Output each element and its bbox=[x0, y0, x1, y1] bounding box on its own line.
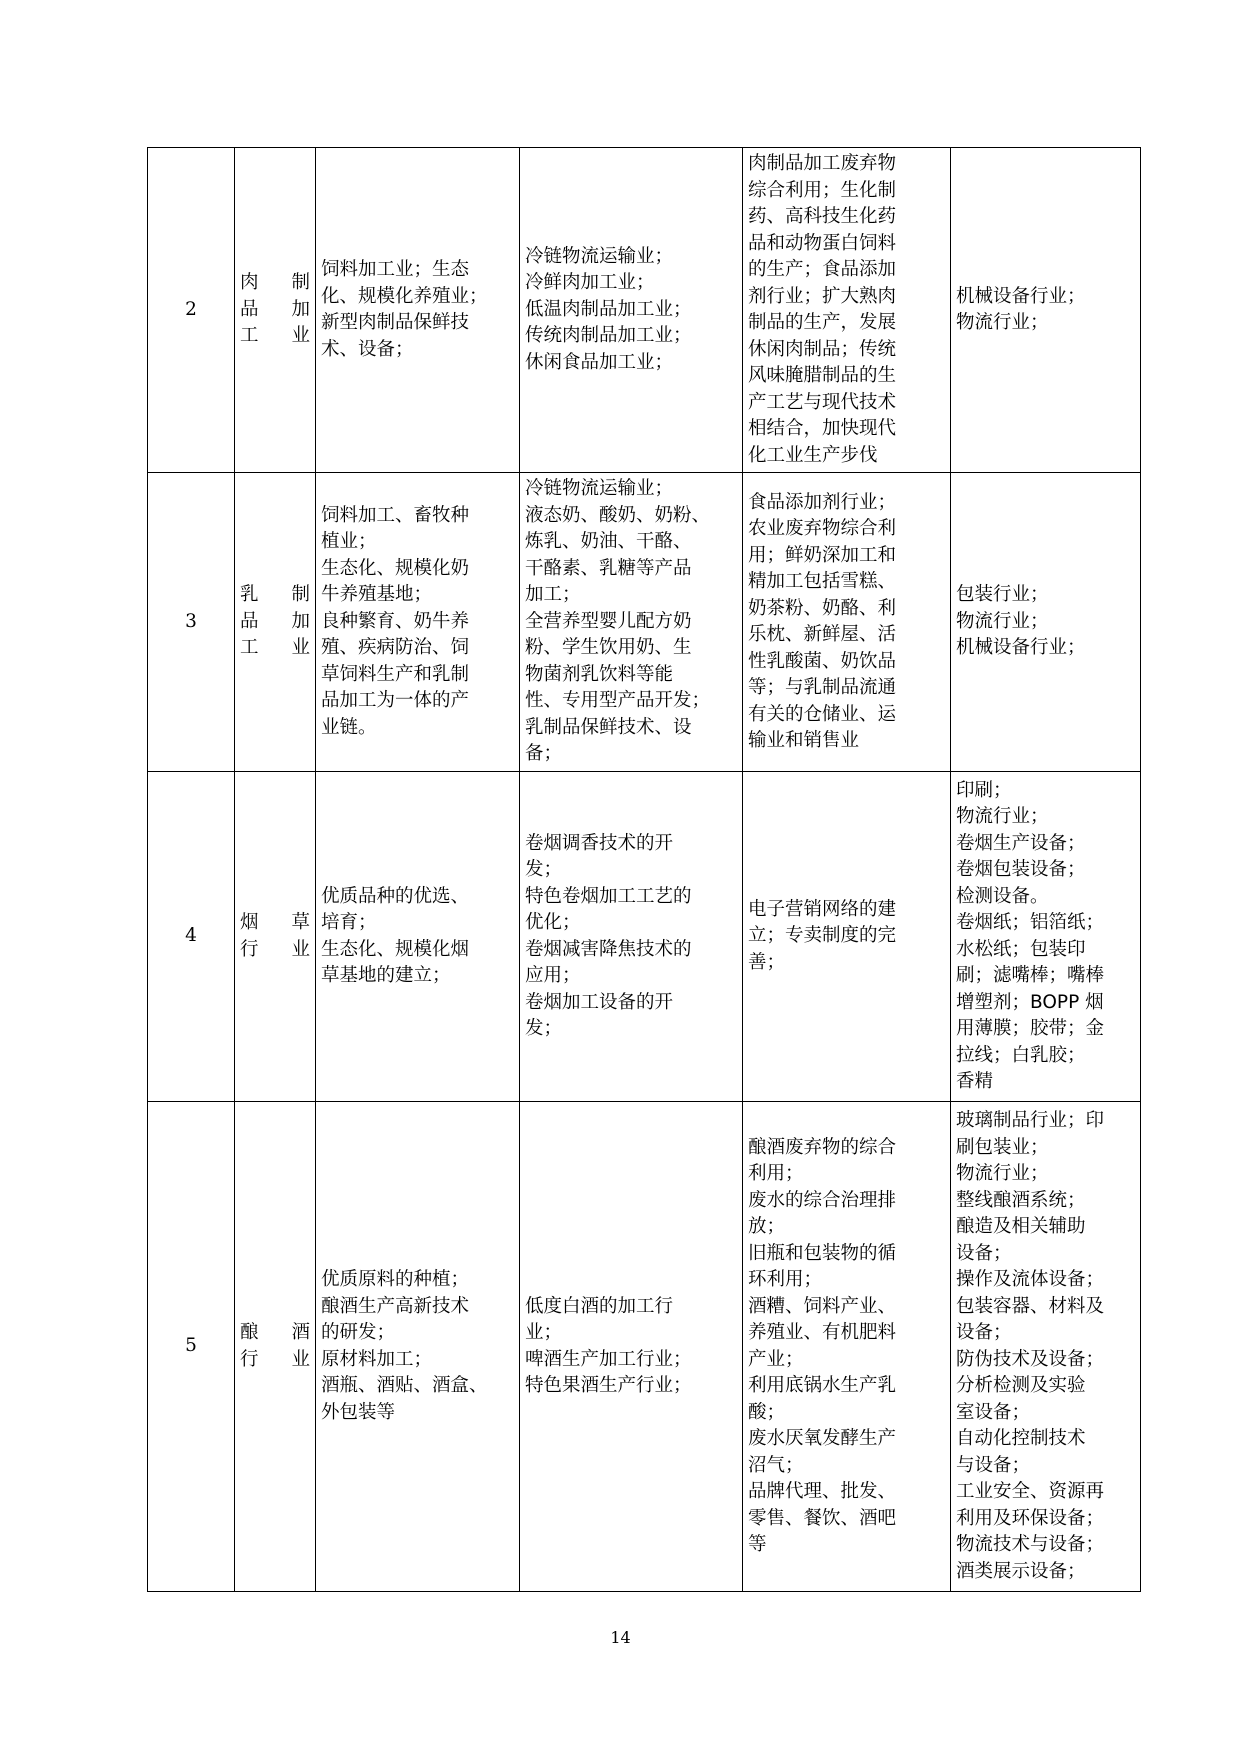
industry-name-cell bbox=[235, 772, 316, 1102]
processing-industries-line: 冷链物流运输业； bbox=[525, 478, 674, 500]
upstream-industries-line: 术、设备； bbox=[321, 338, 414, 360]
supporting-industries-line: 操作及流体设备； bbox=[956, 1269, 1105, 1290]
industry-name-cell bbox=[235, 473, 316, 772]
upstream-industries-line: 的研发； bbox=[321, 1322, 396, 1343]
downstream-industries-line: 综合利用；生化制 bbox=[748, 179, 897, 201]
supporting-industries-line: 卷烟生产设备； bbox=[956, 832, 1086, 854]
downstream-industries-line: 立；专卖制度的完 bbox=[748, 925, 897, 947]
processing-industries-line: 卷烟调香技术的开 bbox=[525, 832, 674, 854]
processing-industries-line: 冷链物流运输业； bbox=[525, 245, 674, 267]
downstream-industries-line: 善； bbox=[748, 951, 786, 973]
processing-industries-line: 液态奶、酸奶、奶粉、 bbox=[525, 504, 711, 526]
downstream-industries-line: 输业和销售业 bbox=[748, 730, 860, 751]
downstream-industries-line: 放； bbox=[748, 1216, 786, 1237]
downstream-industries-line: 用；鲜奶深加工和 bbox=[748, 544, 897, 566]
downstream-industries-line: 电子营销网络的建 bbox=[748, 898, 897, 920]
supporting-industries-line: 刷包装业； bbox=[956, 1136, 1049, 1158]
downstream-industries-line: 利用底锅水生产乳 bbox=[748, 1375, 897, 1396]
supporting-industries-line: 增塑剂；BOPP 烟 bbox=[956, 991, 1104, 1013]
downstream-industries-line: 旧瓶和包装物的循 bbox=[748, 1242, 897, 1264]
supporting-industries-line: 卷烟包装设备； bbox=[956, 859, 1086, 880]
supporting-industries-line: 卷烟纸；铝箔纸； bbox=[956, 912, 1105, 933]
downstream-industries-line: 等；与乳制品流通 bbox=[748, 677, 897, 698]
processing-industries-line: 乳制品保鲜技术、设 bbox=[525, 716, 692, 738]
supporting-industries-cell bbox=[951, 772, 1141, 1102]
supporting-industries-line: 与设备； bbox=[956, 1454, 1031, 1476]
downstream-industries-line: 酸； bbox=[748, 1401, 786, 1423]
processing-industries-line: 优化； bbox=[525, 912, 581, 933]
table-row bbox=[148, 148, 1141, 473]
processing-industries-cell bbox=[520, 148, 743, 473]
downstream-industries-line: 等 bbox=[748, 1534, 767, 1555]
downstream-industries-line: 相结合，加快现代 bbox=[748, 418, 897, 439]
supporting-industries-line: 室设备； bbox=[956, 1401, 1031, 1423]
downstream-industries-line: 风味腌腊制品的生 bbox=[748, 365, 897, 386]
downstream-industries-cell bbox=[743, 473, 951, 772]
row-number-cell: 2 bbox=[148, 148, 235, 473]
downstream-industries-line: 食品添加剂行业； bbox=[748, 491, 897, 513]
upstream-industries-cell bbox=[316, 1102, 520, 1592]
downstream-industries-line: 废水厌氧发酵生产 bbox=[748, 1428, 897, 1449]
supporting-industries-line: 酒类展示设备； bbox=[956, 1560, 1086, 1582]
industry-name-cell bbox=[235, 148, 316, 473]
upstream-industries-line: 培育； bbox=[321, 912, 377, 933]
upstream-industries-line: 优质品种的优选、 bbox=[321, 885, 470, 907]
processing-industries-line: 炼乳、奶油、干酪、 bbox=[525, 531, 692, 553]
processing-industries-line: 卷烟加工设备的开 bbox=[525, 991, 674, 1013]
supporting-industries-line: 整线酿酒系统； bbox=[956, 1189, 1086, 1211]
supporting-industries-line: 检测设备。 bbox=[956, 885, 1049, 907]
supporting-industries-line: 机械设备行业； bbox=[956, 285, 1086, 307]
downstream-industries-line: 产工艺与现代技术 bbox=[748, 391, 897, 413]
supporting-industries-line: 印刷； bbox=[956, 779, 1012, 801]
downstream-industries-line: 酒糟、饲料产业、 bbox=[748, 1295, 897, 1317]
supporting-industries-line: 酿造及相关辅助 bbox=[956, 1216, 1086, 1237]
upstream-industries-line: 业链。 bbox=[321, 716, 377, 738]
processing-industries-line: 加工； bbox=[525, 584, 581, 606]
downstream-industries-line: 奶茶粉、奶酪、利 bbox=[748, 597, 897, 619]
processing-industries-line: 啤酒生产加工行业； bbox=[525, 1348, 692, 1370]
table-row bbox=[148, 1102, 1141, 1592]
row-number-cell: 4 bbox=[148, 772, 235, 1102]
downstream-industries-line: 制品的生产，发展 bbox=[748, 312, 897, 333]
processing-industries-line: 传统肉制品加工业； bbox=[525, 325, 692, 347]
supporting-industries-line: 水松纸；包装印 bbox=[956, 938, 1086, 960]
processing-industries-line: 物菌剂乳饮料等能 bbox=[525, 663, 674, 685]
downstream-industries-line: 精加工包括雪糕、 bbox=[748, 571, 897, 592]
upstream-industries-line: 草基地的建立； bbox=[321, 965, 451, 986]
processing-industries-line: 性、专用型产品开发； bbox=[525, 690, 711, 712]
supporting-industries-line: 自动化控制技术 bbox=[956, 1428, 1086, 1449]
downstream-industries-line: 剂行业；扩大熟肉 bbox=[748, 285, 897, 307]
supporting-industries-line: 拉线；白乳胶； bbox=[956, 1044, 1086, 1066]
processing-industries-cell bbox=[520, 473, 743, 772]
supporting-industries-line: 物流行业； bbox=[956, 1163, 1049, 1184]
upstream-industries-line: 外包装等 bbox=[321, 1401, 396, 1423]
upstream-industries-line: 生态化、规模化奶 bbox=[321, 557, 470, 579]
industry-name-line: 行业 bbox=[240, 1348, 310, 1370]
downstream-industries-cell bbox=[743, 772, 951, 1102]
supporting-industries-line: 用薄膜；胶带；金 bbox=[956, 1018, 1105, 1039]
supporting-industries-line: 玻璃制品行业；印 bbox=[956, 1110, 1105, 1131]
page-number: 14 bbox=[610, 1628, 631, 1647]
industry-name-line: 品 加 bbox=[240, 610, 310, 632]
upstream-industries-line: 良种繁育、奶牛养 bbox=[321, 610, 470, 632]
downstream-industries-line: 品和动物蛋白饲料 bbox=[748, 232, 897, 254]
supporting-industries-line: 分析检测及实验 bbox=[956, 1375, 1086, 1396]
downstream-industries-line: 药、高科技生化药 bbox=[748, 206, 897, 227]
row-number-cell: 5 bbox=[148, 1102, 235, 1592]
processing-industries-line: 低温肉制品加工业； bbox=[525, 298, 692, 320]
downstream-industries-line: 化工业生产步伐 bbox=[748, 444, 878, 466]
industry-name-line: 烟 草 bbox=[240, 912, 310, 933]
upstream-industries-cell bbox=[316, 772, 520, 1102]
downstream-industries-line: 废水的综合治理排 bbox=[748, 1189, 897, 1211]
industry-name-line: 酿 酒 bbox=[240, 1322, 310, 1343]
processing-industries-line: 特色卷烟加工工艺的 bbox=[525, 885, 692, 907]
industry-name-line: 工业 bbox=[240, 637, 310, 659]
supporting-industries-line: 利用及环保设备； bbox=[956, 1507, 1105, 1529]
processing-industries-line: 发； bbox=[525, 859, 563, 880]
industry-name-line: 品 加 bbox=[240, 298, 310, 320]
upstream-industries-cell bbox=[316, 148, 520, 473]
supporting-industries-line: 物流行业； bbox=[956, 312, 1049, 333]
supporting-industries-line: 物流技术与设备； bbox=[956, 1534, 1105, 1555]
downstream-industries-line: 产业； bbox=[748, 1348, 804, 1370]
processing-industries-cell bbox=[520, 1102, 743, 1592]
supporting-industries-cell bbox=[951, 1102, 1141, 1592]
industry-name-line: 行业 bbox=[240, 938, 310, 960]
downstream-industries-line: 环利用； bbox=[748, 1269, 823, 1290]
industry-name-line: 工业 bbox=[240, 325, 310, 347]
processing-industries-line: 发； bbox=[525, 1018, 563, 1039]
upstream-industries-line: 牛养殖基地； bbox=[321, 584, 433, 606]
processing-industries-cell bbox=[520, 772, 743, 1102]
upstream-industries-line: 酿酒生产高新技术 bbox=[321, 1295, 470, 1317]
downstream-industries-cell bbox=[743, 1102, 951, 1592]
processing-industries-line: 卷烟减害降焦技术的 bbox=[525, 938, 692, 960]
supporting-industries-line: 设备； bbox=[956, 1322, 1012, 1343]
processing-industries-line: 休闲食品加工业； bbox=[525, 351, 674, 373]
upstream-industries-line: 优质原料的种植； bbox=[321, 1269, 470, 1290]
downstream-industries-line: 利用； bbox=[748, 1163, 804, 1184]
downstream-industries-line: 性乳酸菌、奶饮品 bbox=[748, 650, 897, 672]
downstream-industries-line: 休闲肉制品；传统 bbox=[748, 338, 897, 360]
processing-industries-line: 全营养型婴儿配方奶 bbox=[525, 610, 692, 632]
table-body bbox=[148, 148, 1141, 1592]
supporting-industries-line: 防伪技术及设备； bbox=[956, 1348, 1105, 1370]
processing-industries-line: 特色果酒生产行业； bbox=[525, 1375, 692, 1396]
supporting-industries-line: 物流行业； bbox=[956, 610, 1049, 632]
upstream-industries-line: 品加工为一体的产 bbox=[321, 690, 470, 712]
supporting-industries-line: 机械设备行业； bbox=[956, 637, 1086, 659]
downstream-industries-line: 沼气； bbox=[748, 1454, 804, 1476]
upstream-industries-line: 植业； bbox=[321, 531, 377, 553]
downstream-industries-line: 农业废弃物综合利 bbox=[748, 518, 897, 539]
industry-chain-table bbox=[147, 147, 1141, 1592]
upstream-industries-line: 殖、疾病防治、饲 bbox=[321, 637, 470, 659]
supporting-industries-line: 物流行业； bbox=[956, 806, 1049, 827]
table-row bbox=[148, 473, 1141, 772]
downstream-industries-line: 肉制品加工废弃物 bbox=[748, 153, 897, 174]
supporting-industries-line: 刷；滤嘴棒；嘴棒 bbox=[956, 965, 1105, 986]
processing-industries-line: 冷鲜肉加工业； bbox=[525, 272, 655, 294]
supporting-industries-line: 包装容器、材料及 bbox=[956, 1295, 1105, 1317]
upstream-industries-line: 原材料加工； bbox=[321, 1348, 433, 1370]
upstream-industries-line: 新型肉制品保鲜技 bbox=[321, 312, 470, 333]
supporting-industries-line: 包装行业； bbox=[956, 584, 1049, 606]
supporting-industries-line: 香精 bbox=[956, 1071, 994, 1092]
industry-name-line: 乳 制 bbox=[240, 584, 310, 606]
upstream-industries-line: 生态化、规模化烟 bbox=[321, 938, 470, 960]
downstream-industries-cell bbox=[743, 148, 951, 473]
processing-industries-line: 业； bbox=[525, 1322, 563, 1343]
downstream-industries-line: 酿酒废弃物的综合 bbox=[748, 1136, 897, 1158]
downstream-industries-line: 品牌代理、批发、 bbox=[748, 1481, 897, 1502]
industry-name-cell bbox=[235, 1102, 316, 1592]
downstream-industries-line: 零售、餐饮、酒吧 bbox=[748, 1507, 897, 1529]
upstream-industries-cell bbox=[316, 473, 520, 772]
upstream-industries-line: 酒瓶、酒贴、酒盒、 bbox=[321, 1375, 488, 1396]
supporting-industries-cell bbox=[951, 473, 1141, 772]
processing-industries-line: 粉、学生饮用奶、生 bbox=[525, 637, 692, 659]
industry-name-line: 肉 制 bbox=[240, 272, 310, 294]
downstream-industries-line: 有关的仓储业、运 bbox=[748, 703, 897, 725]
processing-industries-line: 干酪素、乳糖等产品 bbox=[525, 557, 692, 579]
upstream-industries-line: 草饲料生产和乳制 bbox=[321, 663, 470, 685]
processing-industries-line: 低度白酒的加工行 bbox=[525, 1295, 674, 1317]
downstream-industries-line: 养殖业、有机肥料 bbox=[748, 1322, 897, 1343]
processing-industries-line: 应用； bbox=[525, 965, 581, 986]
processing-industries-line: 备； bbox=[525, 743, 563, 765]
supporting-industries-cell bbox=[951, 148, 1141, 473]
downstream-industries-line: 乐枕、新鲜屋、活 bbox=[748, 624, 897, 645]
table-row bbox=[148, 772, 1141, 1102]
supporting-industries-line: 设备； bbox=[956, 1242, 1012, 1264]
supporting-industries-line: 工业安全、资源再 bbox=[956, 1481, 1105, 1502]
row-number-cell: 3 bbox=[148, 473, 235, 772]
upstream-industries-line: 饲料加工、畜牧种 bbox=[321, 504, 470, 526]
upstream-industries-line: 化、规模化养殖业； bbox=[321, 285, 488, 307]
downstream-industries-line: 的生产；食品添加 bbox=[748, 259, 897, 280]
upstream-industries-line: 饲料加工业；生态 bbox=[321, 259, 470, 280]
